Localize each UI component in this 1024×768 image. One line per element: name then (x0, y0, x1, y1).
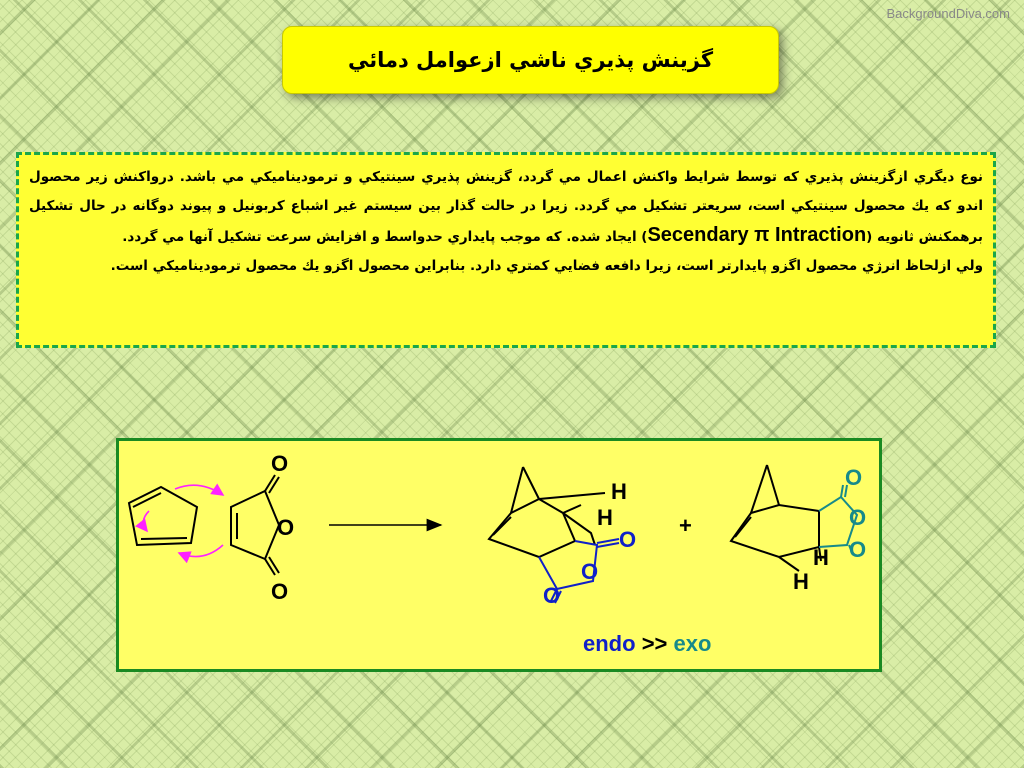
watermark: BackgroundDiva.com (886, 6, 1010, 21)
title-banner (282, 26, 779, 94)
slide-title: گزينش پذيري ناشي ازعوامل دمائي (347, 48, 714, 72)
endo-o-2: O (581, 559, 599, 584)
reaction-diagram (116, 438, 882, 672)
plus-sign: + (679, 513, 692, 538)
description-box (16, 152, 996, 348)
reactant-o-ring: O (277, 515, 295, 540)
endo-h-1: H (611, 479, 627, 504)
endo-o-1: O (619, 527, 637, 552)
cyclopentadiene (129, 487, 197, 545)
exo-o-2: O (849, 505, 867, 530)
selectivity-ratio (583, 631, 711, 657)
reaction-svg (119, 441, 879, 669)
paragraph-1-part-b: ) ايجاد شده. كه موجب پايداري حدواسط و افزايش سرعت تشكيل آنها مي گردد. (122, 229, 648, 245)
paragraph-1-english-term: Secendary π Intraction (647, 224, 867, 246)
ratio-exo: exo (673, 631, 712, 656)
reactant-o-bottom: O (271, 579, 289, 604)
endo-o-3: O (543, 583, 561, 608)
paragraph-2: ولي ازلحاظ انرژي محصول اگزو پايدارتر است، زيرا دافعه فضايي كمتري دارد. بنابراين محصول اگزو يك محصول ترموديناميكي است. (110, 258, 983, 274)
exo-h-2: H (793, 569, 809, 594)
maleic-anhydride (231, 475, 279, 575)
reactant-o-top: O (271, 451, 289, 476)
ratio-endo: endo (583, 631, 636, 656)
exo-o-1: O (845, 465, 863, 490)
exo-o-3: O (849, 537, 867, 562)
exo-h-1: H (813, 545, 829, 570)
ratio-symbol: >> (641, 631, 668, 656)
paragraph-1 (29, 163, 983, 252)
paragraph-1-part-a: نوع ديگري ازگزينش پذيري كه توسط شرايط واكنش اعمال مي گردد، گزينش پذيري سينتيكي و ترموديناميكي مي باشد. درواكنش زير محصول اندو كه يك محصول سينتيكي است، سريعتر تشكيل مي گردد. زيرا در حالت گذار بين سيستم غير اشباع كربونيل و پيوند دوگانه در حال تشكيل برهمكنش ثانويه ( (29, 169, 983, 245)
exo-product (731, 465, 821, 571)
endo-h-2: H (597, 505, 613, 530)
